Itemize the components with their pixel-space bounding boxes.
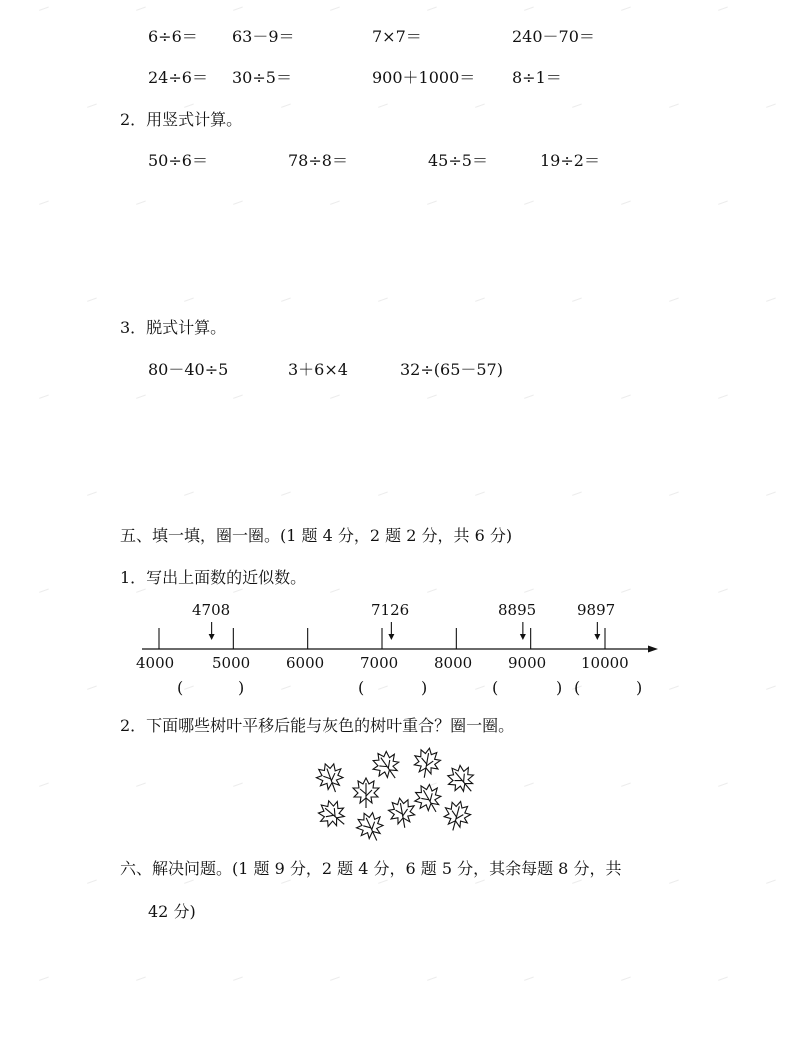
tick-label: 5000	[212, 654, 251, 672]
question-title: 1．写出上面数的近似数。	[120, 568, 307, 587]
vertical-calc-item: 19÷2＝	[540, 151, 600, 170]
answer-blank-open[interactable]: (	[358, 678, 365, 697]
answer-blank-close[interactable]: )	[556, 678, 563, 697]
marker-label: 4708	[192, 601, 231, 619]
tick-label: 4000	[136, 654, 175, 672]
leaf-icon[interactable]	[313, 795, 353, 834]
leaf-icon[interactable]	[411, 746, 442, 780]
leaf-icon[interactable]	[353, 778, 379, 808]
section-heading-continuation: 42 分)	[148, 902, 196, 921]
tick-label: 6000	[286, 654, 325, 672]
answer-blank-close[interactable]: )	[636, 678, 643, 697]
tick-label: 8000	[434, 654, 473, 672]
oral-item: 24÷6＝	[148, 68, 208, 87]
gray-leaf-icon	[387, 796, 418, 830]
step-calc-item: 80－40÷5	[148, 360, 229, 379]
oral-item: 8÷1＝	[512, 68, 562, 87]
oral-item: 6÷6＝	[148, 27, 198, 46]
answer-blank-open[interactable]: (	[177, 678, 184, 697]
leaf-icon[interactable]	[352, 808, 388, 846]
marker-label: 7126	[371, 601, 410, 619]
question-title: 3．脱式计算。	[120, 318, 227, 337]
tick-label: 7000	[360, 654, 399, 672]
oral-item: 63－9＝	[232, 27, 295, 46]
tick-label: 10000	[581, 654, 629, 672]
section-heading: 五、填一填，圈一圈。(1 题 4 分，2 题 2 分，共 6 分)	[120, 526, 513, 545]
step-calc-item: 32÷(65－57)	[400, 360, 503, 379]
answer-blank-close[interactable]: )	[238, 678, 245, 697]
section-heading: 六、解决问题。(1 题 9 分，2 题 4 分，6 题 5 分，其余每题 8 分，共	[120, 859, 622, 878]
vertical-calc-item: 50÷6＝	[148, 151, 208, 170]
oral-item: 900＋1000＝	[372, 68, 476, 87]
leaf-icon[interactable]	[367, 746, 406, 785]
vertical-calc-item: 45÷5＝	[428, 151, 488, 170]
leaf-icon[interactable]	[313, 759, 348, 796]
tick-label: 9000	[508, 654, 547, 672]
answer-blank-close[interactable]: )	[421, 678, 428, 697]
answer-blank-open[interactable]: (	[492, 678, 499, 697]
step-calc-item: 3＋6×4	[288, 360, 348, 379]
leaf-icon[interactable]	[442, 760, 481, 800]
question-title: 2．用竖式计算。	[120, 110, 243, 129]
vertical-calc-item: 78÷8＝	[288, 151, 348, 170]
marker-label: 9897	[577, 601, 616, 619]
marker-label: 8895	[498, 601, 537, 619]
leaf-icon[interactable]	[440, 798, 473, 834]
answer-blank-open[interactable]: (	[574, 678, 581, 697]
leaf-icon[interactable]	[410, 779, 448, 818]
oral-item: 240－70＝	[512, 27, 595, 46]
oral-item: 7×7＝	[372, 27, 422, 46]
question-title: 2．下面哪些树叶平移后能与灰色的树叶重合？圈一圈。	[120, 716, 515, 735]
oral-item: 30÷5＝	[232, 68, 292, 87]
